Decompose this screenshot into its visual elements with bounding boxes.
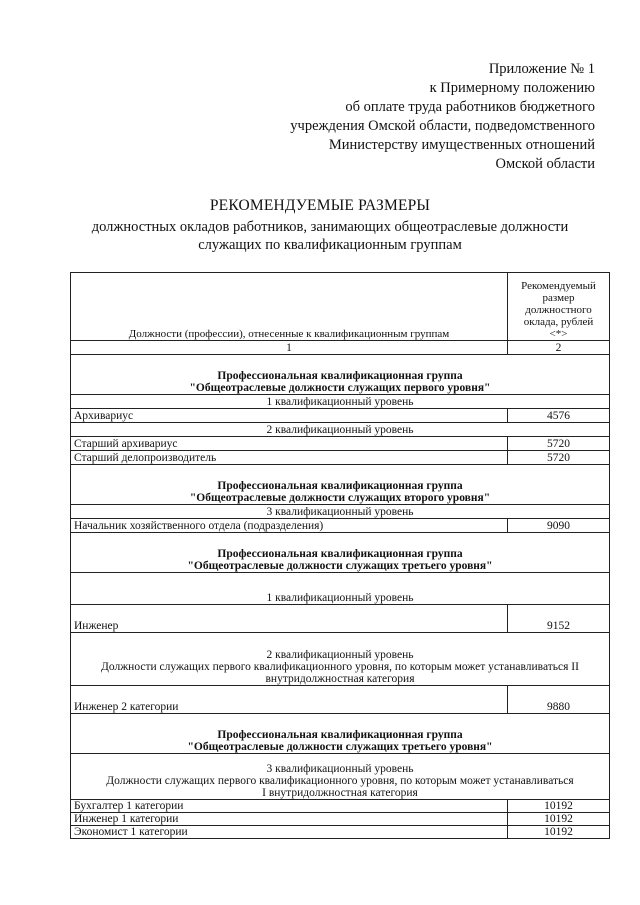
group-line: "Общеотраслевые должности служащих третьего уровня": [187, 741, 493, 753]
level-row: [71, 573, 610, 605]
level-row: [71, 754, 610, 800]
level-line: Должности служащих первого квалификационного уровня, по которым может устанавливаться II: [101, 661, 579, 673]
level-line: 1 квалификационный уровень: [266, 592, 414, 604]
header-positions: Должности (профессии), отнесенные к квалификационным группам: [71, 273, 508, 341]
level-heading: [71, 505, 610, 519]
group-line: Профессиональная квалификационная группа: [217, 370, 463, 382]
level-row: [71, 423, 610, 437]
position-name: Бухгалтер 1 категории: [71, 800, 508, 813]
position-name: Экономист 1 категории: [71, 826, 508, 839]
column-number: 2: [508, 341, 610, 355]
salary-value: 5720: [508, 451, 610, 465]
appendix-line: учреждения Омской области, подведомственного: [290, 118, 595, 134]
table-row: [71, 826, 610, 839]
salary-value: 10192: [508, 813, 610, 826]
document-subtitle: [70, 218, 590, 254]
level-line: 1 квалификационный уровень: [266, 396, 414, 408]
appendix-line: Приложение № 1: [488, 61, 595, 77]
position-name: Архивариус: [71, 409, 508, 423]
level-row: [71, 633, 610, 686]
table-row: [71, 605, 610, 633]
salary-value: 9152: [508, 605, 610, 633]
group-line: "Общеотраслевые должности служащих третьего уровня": [187, 560, 493, 572]
header-salary-line: <*>: [549, 328, 568, 340]
group-line: "Общеотраслевые должности служащих второго уровня": [189, 492, 491, 504]
level-heading: [71, 754, 610, 800]
salary-value: 10192: [508, 800, 610, 813]
salary-value: 9090: [508, 519, 610, 533]
position-name: Инженер 1 категории: [71, 813, 508, 826]
group-heading: [71, 465, 610, 505]
level-heading: [71, 423, 610, 437]
table-row: [71, 686, 610, 714]
header-row: [71, 273, 610, 341]
subtitle-line: должностных окладов работников, занимающих общеотраслевые должности: [91, 219, 569, 235]
position-name: Начальник хозяйственного отдела (подразделения): [71, 519, 508, 533]
appendix-line: к Примерному положению: [429, 80, 595, 96]
group-line: Профессиональная квалификационная группа: [217, 548, 463, 560]
position-name: Старший архивариус: [71, 437, 508, 451]
header-salary-line: оклада, рублей: [523, 316, 594, 328]
level-line: 3 квалификационный уровень: [266, 763, 414, 775]
table-row: [71, 451, 610, 465]
group-line: "Общеотраслевые должности служащих первого уровня": [189, 382, 491, 394]
level-heading: [71, 395, 610, 409]
salary-table: [70, 272, 610, 839]
header-salary-line: размер: [542, 292, 575, 304]
level-heading: [71, 633, 610, 686]
group-row: [71, 533, 610, 573]
header-salary: [508, 273, 610, 341]
level-line: 2 квалификационный уровень: [266, 649, 414, 661]
group-line: Профессиональная квалификационная группа: [217, 729, 463, 741]
document-title: РЕКОМЕНДУЕМЫЕ РАЗМЕРЫ: [209, 197, 431, 214]
table-row: [71, 813, 610, 826]
level-row: [71, 395, 610, 409]
header-salary-line: должностного: [525, 304, 592, 316]
table-row: [71, 519, 610, 533]
level-line: внутридолжностная категория: [265, 673, 415, 685]
group-heading: [71, 533, 610, 573]
table-row: [71, 409, 610, 423]
level-line: 3 квалификационный уровень: [266, 506, 414, 518]
table-row: [71, 800, 610, 813]
subtitle-line: служащих по квалификационным группам: [198, 237, 462, 253]
column-numbers-row: [71, 341, 610, 355]
salary-value: 5720: [508, 437, 610, 451]
level-line: Должности служащих первого квалификационного уровня, по которым может устанавливаться: [106, 775, 574, 787]
salary-value: 4576: [508, 409, 610, 423]
group-row: [71, 465, 610, 505]
header-salary-line: Рекомендуемый: [521, 280, 596, 292]
group-heading: [71, 355, 610, 395]
group-heading: [71, 714, 610, 754]
level-row: [71, 505, 610, 519]
table-row: [71, 437, 610, 451]
group-row: [71, 355, 610, 395]
position-name: Инженер 2 категории: [71, 686, 508, 714]
position-name: Старший делопроизводитель: [71, 451, 508, 465]
appendix-line: Омской области: [495, 156, 595, 172]
group-line: Профессиональная квалификационная группа: [217, 480, 463, 492]
level-line: 2 квалификационный уровень: [266, 424, 414, 436]
group-row: [71, 714, 610, 754]
appendix-line: Министерству имущественных отношений: [328, 137, 595, 153]
level-heading: [71, 573, 610, 605]
salary-value: 9880: [508, 686, 610, 714]
salary-value: 10192: [508, 826, 610, 839]
appendix-line: об оплате труда работников бюджетного: [345, 99, 595, 115]
appendix-reference: [235, 60, 595, 174]
level-line: I внутридолжностная категория: [262, 787, 418, 799]
column-number: 1: [71, 341, 508, 355]
position-name: Инженер: [71, 605, 508, 633]
